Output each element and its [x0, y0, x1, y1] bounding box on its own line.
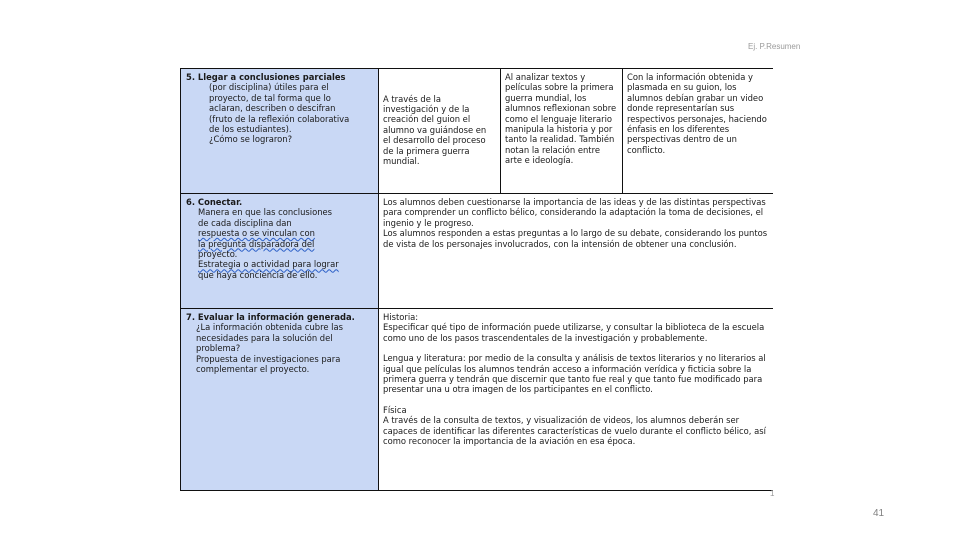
page-number: 41 — [873, 508, 885, 519]
section-lengua-text: Lengua y literatura: por medio de la consulta y análisis de textos literarios y no literarios al igual que películas los alumnos tendrán acceso a información verídica y ficticia sobre la primera guerra y tendrán que discernir que tanto fue real y que tanto fue modificado para presentar una u otra imagen de los participantes en el conflicto. — [383, 353, 766, 395]
step-6-title: 6. Conectar. — [186, 197, 243, 207]
section-historia-heading: Historia: — [383, 312, 419, 322]
step-6-line: Estrategia o actividad para lograr — [198, 259, 339, 270]
step-7-content — [379, 309, 773, 491]
header-note: Ej. P.Resumen — [748, 42, 801, 51]
step-5-line: ¿Cómo se lograron? — [209, 134, 293, 145]
step-7-line: ¿La información obtenida cubre las — [196, 322, 343, 333]
step-6-line: que haya conciencia de ello. — [198, 269, 318, 280]
step-5-description — [181, 69, 379, 194]
project-summary-table — [180, 68, 773, 491]
table-row-step-6 — [181, 194, 773, 309]
step-6-description — [181, 194, 379, 309]
step-6-line: Manera en que las conclusiones — [198, 207, 333, 218]
step-5-video-cell: Con la información obtenida y plasmada en su guion, los alumnos debían grabar un video donde representarían sus respectivos personajes, haciendo énfasis en los diferentes perspectivas dentro de un conflicto. — [623, 69, 773, 194]
step-6-paragraph: Los alumnos responden a estas preguntas a lo largo de su debate, considerando los puntos de vista de los personajes involucrados, con la intensión de obtener una conclusión. — [383, 228, 768, 249]
section-historia-text: Especificar qué tipo de información puede utilizarse, y consultar la biblioteca de la escuela como uno de los pasos trascendentales de la investigación y probablemente. — [383, 322, 765, 343]
step-6-line: proyecto. — [198, 249, 238, 260]
step-5-title: 5. Llegar a conclusiones parciales — [186, 72, 346, 82]
step-5-lengua-cell: Al analizar textos y películas sobre la primera guerra mundial, los alumnos reflexionan sobre como el lenguaje literario manipula la historia y por tanto la realidad. También notan la relación entre arte e ideología. — [501, 69, 623, 194]
step-7-line: complementar el proyecto. — [196, 364, 310, 375]
step-5-line: proyecto, de tal forma que lo — [209, 92, 331, 103]
step-5-historia-cell: A través de la investigación y de la creación del guion el alumno va guiándose en el desarrollo del proceso de la primera guerra mundial. — [379, 69, 501, 194]
step-7-title: 7. Evaluar la información generada. — [186, 312, 355, 322]
step-6-content — [379, 194, 773, 309]
step-7-line: problema? — [196, 343, 241, 354]
section-spacer — [383, 343, 769, 353]
section-fisica-heading: Física — [383, 404, 407, 415]
table-row-step-5 — [181, 69, 773, 194]
table-row-step-7 — [181, 309, 773, 491]
step-6-paragraph: Los alumnos deben cuestionarse la importancia de las ideas y de las distintas perspectivas para comprender un conflicto bélico, considerando la adaptación la toma de decisiones, el ingenio y le progreso. — [383, 197, 766, 228]
step-7-description — [181, 309, 379, 491]
step-6-line: de cada disciplina dan — [198, 217, 292, 228]
section-spacer — [383, 395, 769, 405]
section-fisica-text: A través de la consulta de textos, y visualización de videos, los alumnos deberán ser capaces de identificar las diferentes características de vuelo durante el conflicto bélico, así como reconocer la importancia de la aviación en esa época. — [383, 415, 766, 447]
step-5-line: (por disciplina) útiles para el — [209, 82, 329, 93]
step-6-line: respuesta o se vinculan con — [198, 228, 315, 239]
step-5-line: (fruto de la reflexión colaborativa — [209, 113, 350, 124]
step-6-line: la pregunta disparadora del — [198, 238, 315, 249]
step-5-line: aclaran, describen o descifran — [209, 103, 336, 114]
footer-mark: 1 — [770, 489, 775, 498]
step-7-line: necesidades para la solución del — [196, 332, 333, 343]
step-5-line: de los estudiantes). — [209, 124, 292, 135]
step-7-line: Propuesta de investigaciones para — [196, 353, 341, 364]
